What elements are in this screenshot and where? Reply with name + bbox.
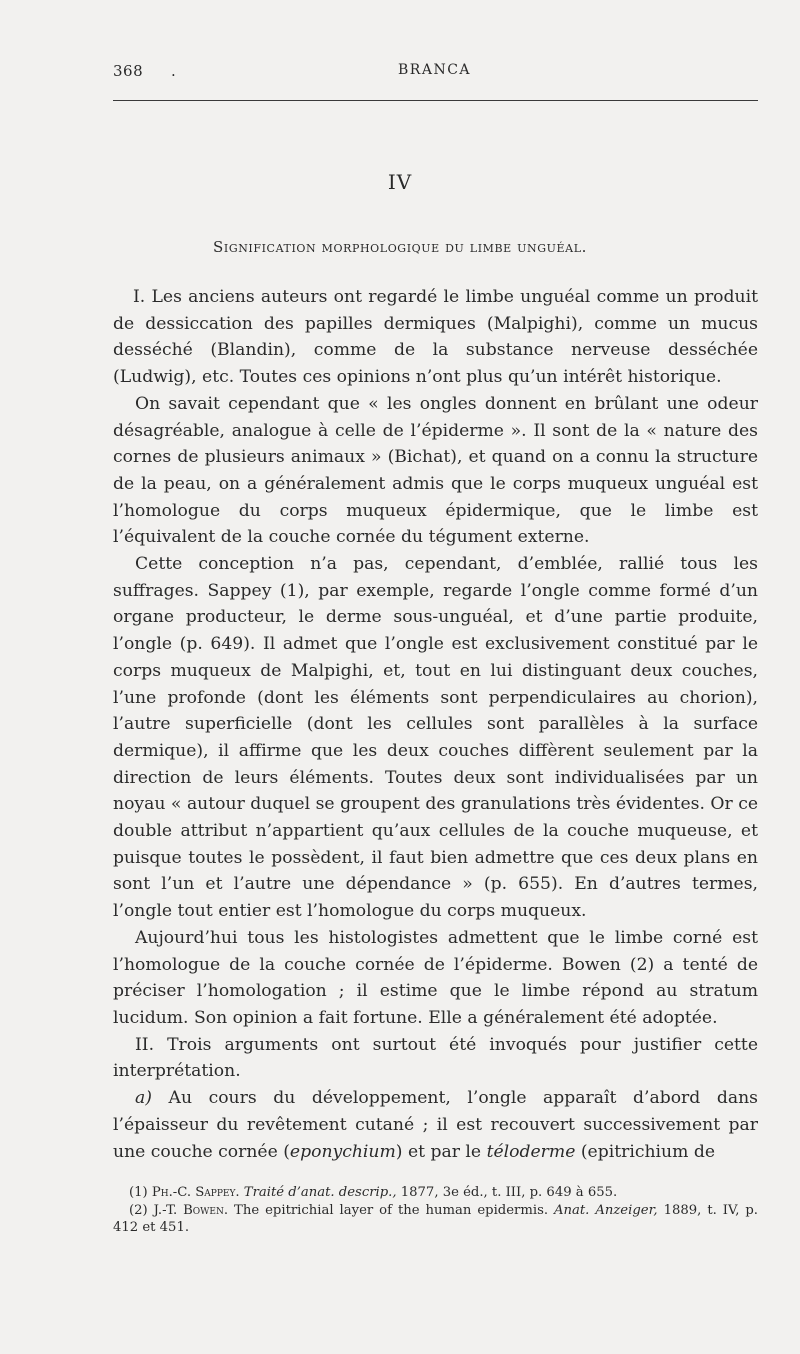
footnote-number: (2) (129, 1202, 154, 1218)
paragraph (113, 1085, 758, 1165)
paragraph: II. Trois arguments ont surtout été invoqués pour justifier cette interprétation. (113, 1034, 758, 1082)
page-number: 368 (113, 62, 144, 80)
footnote (113, 1184, 758, 1202)
paragraph: Aujourd’hui tous les histologistes admettent que le limbe corné est l’homologue de la couche cornée de l’épiderme. Bowen (2) a tenté de préciser l’homologation ; il estime que le limbe répond au stratum lucidum. Son opinion a fait fortune. Elle a généralement été adoptée. (113, 927, 758, 1028)
emphasis: téloderme (486, 1141, 576, 1162)
footnote-author: J.-T. Bowen. (153, 1202, 229, 1218)
list-marker: a) (135, 1088, 152, 1109)
footnotes (113, 1184, 758, 1237)
text-run: (epitrichium de (575, 1141, 716, 1162)
footnote-title: Traité d’anat. descrip., (239, 1185, 397, 1200)
text-run: ) et par le (395, 1141, 487, 1162)
section-title: Signification morphologique du limbe unguéal. (213, 238, 587, 256)
footnote-ref: 1889, t. IV, p. 412 et 451. (113, 1202, 759, 1235)
footnote-title: The epitrichial layer of the human epidermis. (228, 1202, 549, 1218)
footnote (113, 1202, 758, 1237)
footnote-ref: 1877, 3e éd., t. III, p. 649 à 655. (396, 1185, 618, 1200)
text-run: Au cours du développement, l’ongle apparaît d’abord dans l’épaisseur du revêtement cutané ; il est recouvert successivement par une couche cornée ( (113, 1088, 758, 1162)
running-head: BRANCA (398, 62, 472, 78)
emphasis: eponychium (289, 1141, 396, 1162)
section-number: IV (387, 170, 413, 194)
footnote-number: (1) (129, 1185, 152, 1200)
footnote-journal: Anat. Anzeiger, (548, 1202, 658, 1218)
header-rule (113, 100, 758, 101)
page-header (113, 62, 758, 92)
footnote-author: Ph.-C. Sappey. (151, 1185, 240, 1200)
paragraph: On savait cependant que « les ongles donnent en brûlant une odeur désagréable, analogue à celle de l’épiderme ». Il sont de la « nature des cornes de plusieurs animaux » (Bichat), et quand on a connu la structure de la peau, on a généralement admis que le corps muqueux unguéal est l’homologue du corps muqueux épidermique, que le limbe est l’équivalent de la couche cornée du tégument externe. (113, 393, 758, 548)
paragraph: I. Les anciens auteurs ont regardé le limbe unguéal comme un produit de dessiccation des papilles dermiques (Malpighi), comme un mucus desséché (Blandin), comme de la substance nerveuse desséchée (Ludwig), etc. Toutes ces opinions n’ont plus qu’un intérêt historique. (113, 287, 758, 388)
header-separator: . (171, 62, 176, 80)
body-text (113, 284, 758, 1165)
paragraph: Cette conception n’a pas, cependant, d’emblée, rallié tous les suffrages. Sappey (1), par exemple, regarde l’ongle comme formé d’un organe producteur, le derme sous-unguéal, et d’une partie produite, l’ongle (p. 649). Il admet que l’ongle est exclusivement constitué par le corps muqueux de Malpighi, et, tout en lui distinguant deux couches, l’une profonde (dont les éléments sont perpendiculaires au chorion), l’autre superficielle (dont les cellules sont parallèles à la surface dermique), il affirme que les deux couches diffèrent seulement par la direction de leurs éléments. Toutes deux sont individualisées par un noyau « autour duquel se groupent des granulations très évidentes. Or ce double attribut n’appartient qu’aux cellules de la couche muqueuse, et puisque toutes le possèdent, il faut bien admettre que ces deux plans en sont l’un et l’autre une dépendance » (p. 655). En d’autres termes, l’ongle tout entier est l’homologue du corps muqueux. (113, 554, 758, 922)
